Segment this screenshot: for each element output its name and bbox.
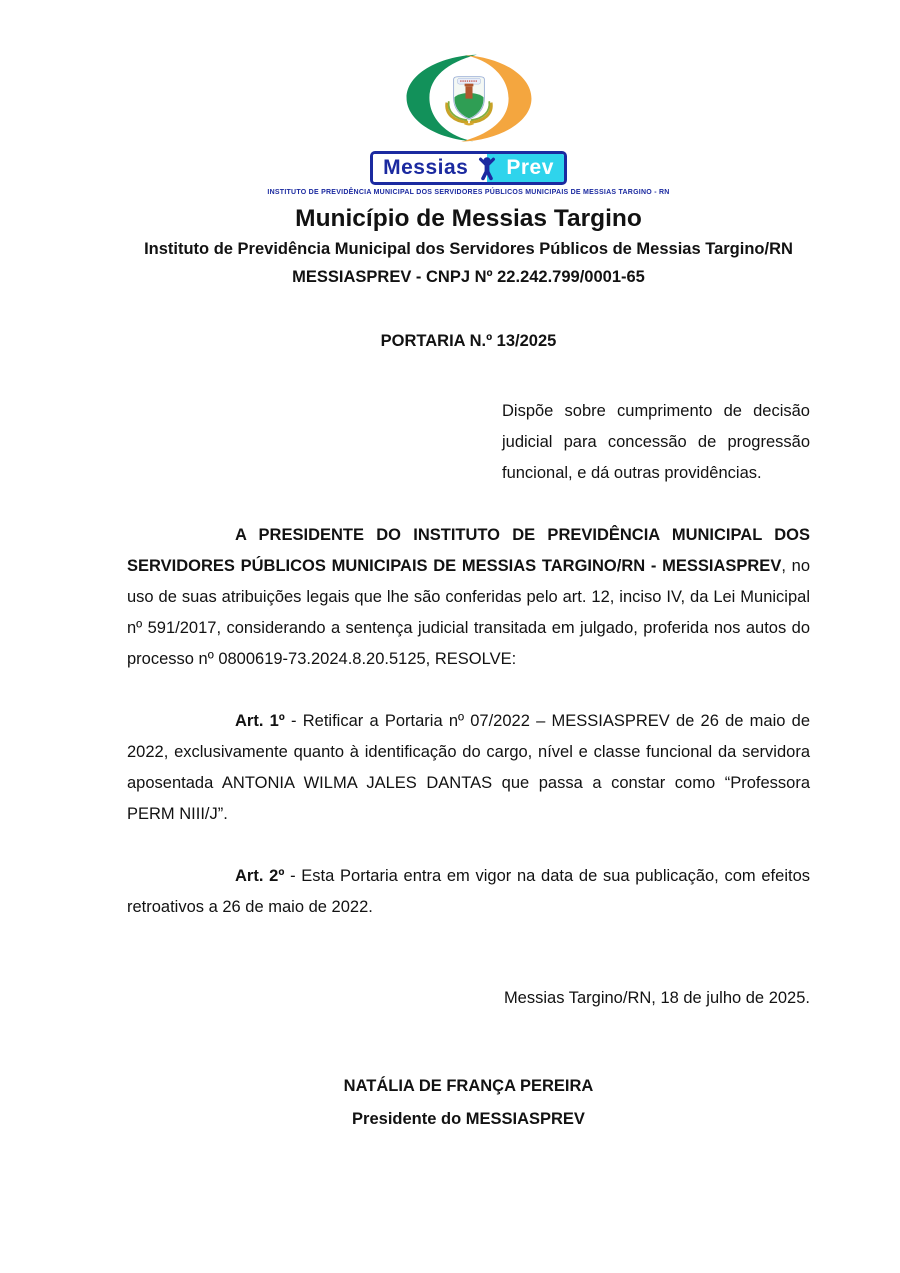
- wordmark-prev: Prev: [501, 154, 564, 182]
- logo-tagline: INSTITUTO DE PREVIDÊNCIA MUNICIPAL DOS SERVIDORES PÚBLICOS MUNICIPAIS DE MESSIAS TARGINO - RN: [267, 189, 670, 196]
- institute-subtitle: Instituto de Previdência Municipal dos Servidores Públicos de Messias Targino/RN: [144, 240, 793, 258]
- portaria-title: PORTARIA N.º 13/2025: [380, 332, 557, 350]
- epigraph: Dispõe sobre cumprimento de decisão judicial para concessão de progressão funcional, e dá outras providências.: [502, 402, 810, 482]
- person-icon: [473, 154, 501, 182]
- municipality-title: Município de Messias Targino: [295, 205, 642, 232]
- document-body: [127, 332, 810, 1136]
- messiasprev-logo: [127, 52, 810, 196]
- municipal-crest-icon: [403, 52, 535, 147]
- preamble-paragraph: [127, 520, 810, 675]
- preamble-text: , no uso de suas atribuições legais que lhe são conferidas pelo art. 12, inciso IV, da Lei Municipal nº 591/2017, considerando a sentença judicial transitada em julgado, proferida nos autos do processo nº 0800619-73.2024.8.20.5125, RESOLVE:: [127, 557, 810, 668]
- article-2-text: - Esta Portaria entra em vigor na data de sua publicação, com efeitos retroativos a 26 de maio de 2022.: [127, 867, 810, 916]
- dateline: Messias Targino/RN, 18 de julho de 2025.: [503, 989, 810, 1007]
- signature-name: NATÁLIA DE FRANÇA PEREIRA: [343, 1077, 594, 1095]
- signature-block: [127, 1070, 810, 1136]
- letterhead: [127, 52, 810, 289]
- preamble-authority: A PRESIDENTE DO INSTITUTO DE PREVIDÊNCIA MUNICIPAL DOS SERVIDORES PÚBLICOS MUNICIPAIS DE MESSIAS TARGINO/RN - MESSIASPREV: [127, 526, 810, 575]
- messiasprev-wordmark: [370, 151, 567, 185]
- article-2-label: Art. 2º: [235, 867, 285, 885]
- cnpj-line: MESSIASPREV - CNPJ Nº 22.242.799/0001-65: [292, 268, 645, 286]
- signature-role: Presidente do MESSIASPREV: [352, 1110, 585, 1128]
- wordmark-messias: Messias: [373, 154, 473, 182]
- article-2-paragraph: [127, 861, 810, 923]
- article-1-text: - Retificar a Portaria nº 07/2022 – MESSIASPREV de 26 de maio de 2022, exclusivamente quanto à identificação do cargo, nível e classe funcional da servidora aposentada ANTONIA WILMA JALES DANTAS que passa a constar como “Professora PERM NIII/J”.: [127, 712, 810, 823]
- article-1-label: Art. 1º: [235, 712, 285, 730]
- article-1-paragraph: [127, 706, 810, 830]
